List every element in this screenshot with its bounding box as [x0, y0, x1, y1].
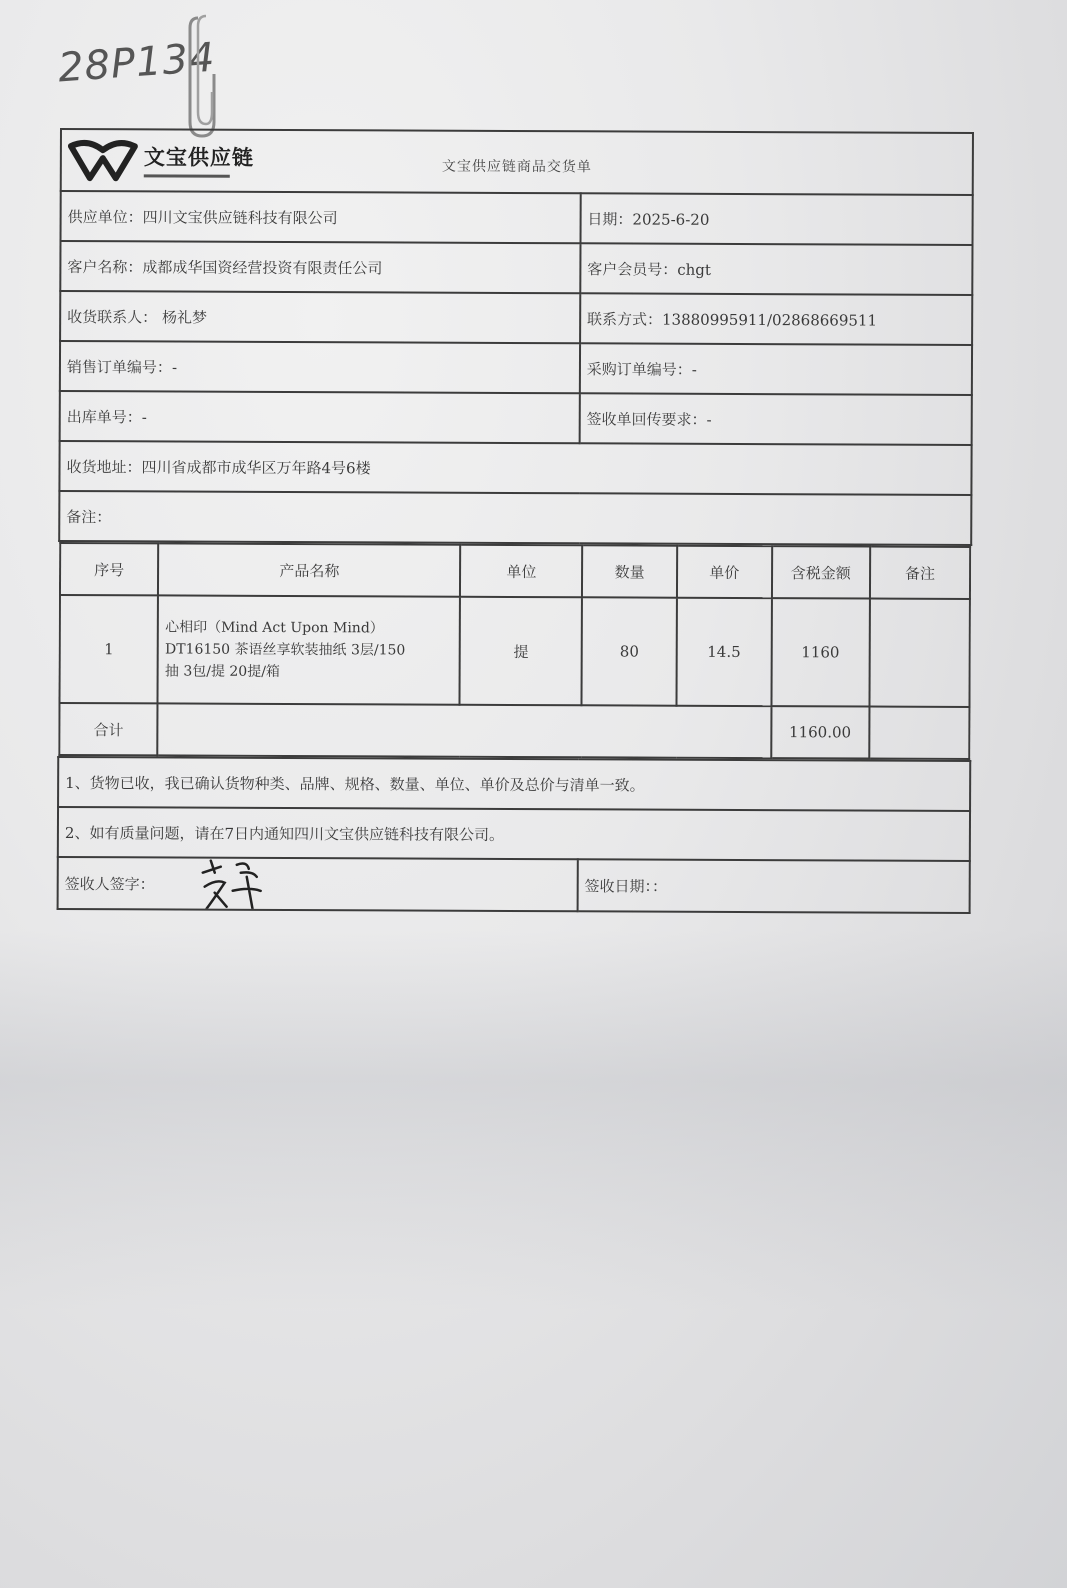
supplier-value: 四川文宝供应链科技有限公司 [142, 207, 338, 227]
col-header-remark: 备注 [870, 547, 970, 599]
supplier-label: 供应单位： [67, 207, 143, 226]
date-value: 2025-6-20 [632, 209, 710, 229]
row-remark [869, 599, 970, 707]
row-amount: 1160 [771, 598, 870, 706]
address-label: 收货地址： [66, 457, 142, 476]
total-remark [869, 707, 969, 759]
document-title: 文宝供应链商品交货单 [441, 158, 592, 176]
items-table [58, 542, 971, 760]
sales-order-label: 销售订单编号： [66, 357, 173, 376]
paper-clip-icon [186, 12, 226, 142]
contact-label: 收货联系人： [67, 307, 158, 326]
col-header-no: 序号 [60, 543, 158, 595]
supplier-cell [61, 191, 581, 243]
handwritten-signature [196, 857, 276, 911]
purchase-order-label: 采购订单编号： [586, 359, 692, 379]
customer-cell [60, 241, 580, 293]
remarks-label: 备注： [66, 507, 112, 526]
address-value: 四川省成都市成华区万年路4号6楼 [141, 457, 371, 477]
purchase-order-value: - [691, 360, 697, 379]
total-label: 合计 [59, 703, 157, 755]
phone-value: 13880995911/02868669511 [661, 310, 878, 330]
product-line-3: 抽 3包/提 20提/箱 [164, 663, 280, 680]
signer-label: 签收人签字： [64, 874, 155, 893]
delivery-note [57, 128, 974, 914]
remarks-cell [59, 491, 971, 545]
member-label: 客户会员号： [587, 259, 678, 279]
receipt-label: 签收单回传要求： [586, 409, 707, 429]
note-line-1: 1、货物已收，我已确认货物种类、品牌、规格、数量、单位、单价及总价与清单一致。 [58, 757, 970, 811]
row-qty: 80 [582, 597, 677, 705]
row-product [158, 595, 461, 704]
customer-label: 客户名称： [67, 257, 143, 276]
col-header-product: 产品名称 [158, 543, 460, 596]
product-line-1: 心相印（Mind Act Upon Mind） [165, 619, 384, 637]
items-header-row [60, 543, 970, 599]
col-header-qty: 数量 [582, 545, 677, 597]
member-value: chgt [677, 260, 711, 279]
outbound-label: 出库单号： [66, 407, 142, 426]
member-cell [580, 243, 972, 295]
col-header-amount: 含税金额 [772, 546, 870, 598]
table-row [59, 595, 969, 707]
handwritten-note: 28P134 [56, 34, 217, 92]
signer-cell [58, 857, 578, 911]
outbound-cell [60, 391, 580, 443]
product-line-2: DT16150 茶语丝享软装抽纸 3层/150 [164, 641, 406, 659]
customer-value: 成都成华国资经营投资有限责任公司 [142, 257, 383, 277]
total-spacer [158, 703, 772, 758]
row-no: 1 [59, 595, 158, 703]
date-cell [580, 193, 972, 245]
shadow [0, 930, 1067, 1310]
col-header-price: 单价 [677, 546, 772, 598]
row-unit: 提 [460, 597, 582, 706]
phone-cell [580, 293, 972, 345]
sign-date-label: 签收日期：： [584, 876, 668, 896]
sales-order-value: - [171, 357, 178, 377]
row-price: 14.5 [676, 598, 771, 706]
logo-text: 文宝供应链 [143, 145, 254, 170]
sales-order-cell [60, 341, 580, 393]
contact-value: 杨礼梦 [161, 307, 208, 327]
outbound-value: - [141, 407, 147, 426]
purchase-order-cell [580, 343, 972, 395]
contact-cell [60, 291, 580, 343]
address-cell [59, 441, 971, 495]
form-table [57, 128, 974, 914]
header-row [61, 129, 973, 195]
items-wrapper [58, 541, 971, 761]
date-label: 日期： [587, 209, 633, 228]
phone-label: 联系方式： [586, 309, 663, 329]
total-row [59, 703, 969, 759]
logo-underline [144, 174, 230, 177]
col-header-unit: 单位 [460, 545, 582, 598]
receipt-value: - [706, 410, 712, 429]
sign-date-cell [577, 859, 969, 913]
note-line-2: 2、如有质量问题，请在7日内通知四川文宝供应链科技有限公司。 [58, 807, 970, 861]
receipt-cell [579, 393, 971, 445]
total-value: 1160.00 [771, 706, 869, 758]
